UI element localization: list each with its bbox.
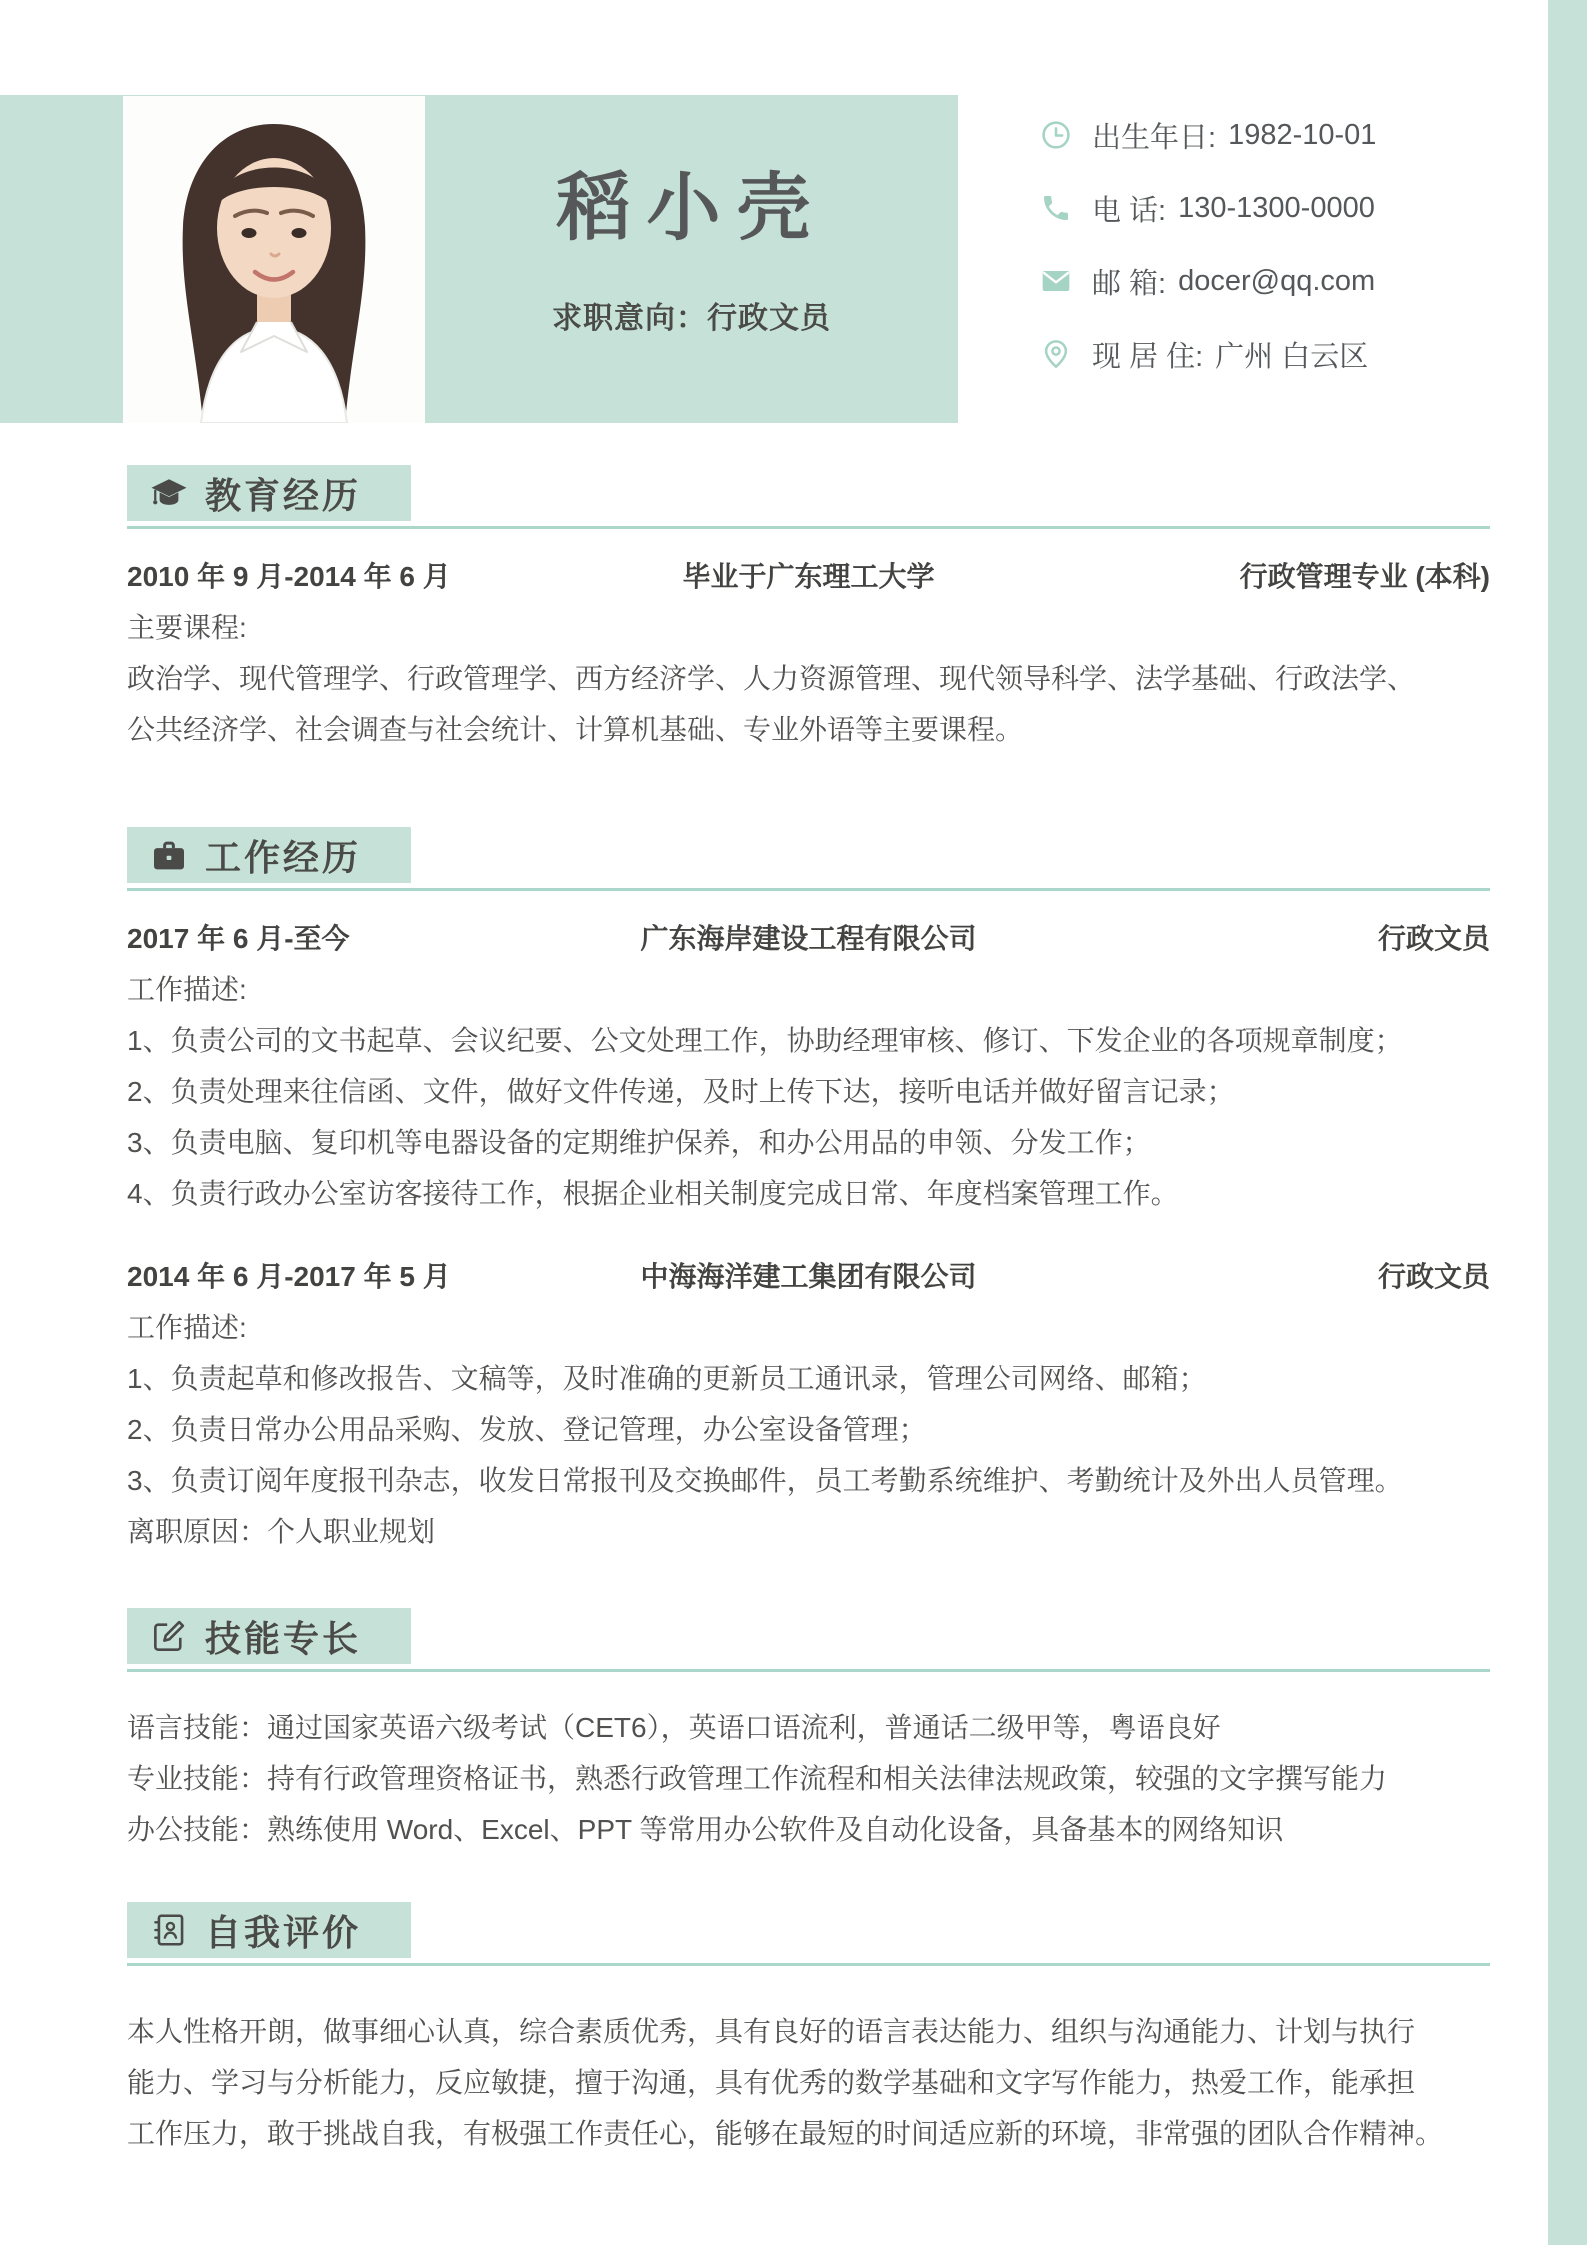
contact-list: [1040, 118, 1376, 371]
mail-icon: [1040, 265, 1072, 297]
section-evaluation: [127, 1902, 1490, 2159]
right-accent-strip: [1548, 0, 1587, 2245]
skill-line: 语言技能：通过国家英语六级考试（CET6），英语口语流利，普通话二级甲等，粤语良好: [127, 1712, 1221, 1743]
education-headline: [127, 551, 1490, 602]
profile-photo: [123, 96, 425, 423]
job-desc-item: 1、负责公司的文书起草、会议纪要、公文处理工作，协助经理审核、修订、下发企业的各项规章制度；: [127, 1025, 1403, 1056]
contact-value: 1982-10-01: [1228, 118, 1377, 151]
job-headline: [127, 913, 1490, 964]
resume-content: [127, 423, 1490, 2159]
job-entry: [127, 1251, 1490, 1557]
section-title-text: 工作经历: [205, 836, 362, 878]
section-title-text: 教育经历: [205, 474, 362, 516]
briefcase-icon: [149, 836, 189, 874]
evaluation-line: 工作压力，敢于挑战自我，有极强工作责任心，能够在最短的时间适应新的环境，非常强的团队合作精神。: [127, 2118, 1444, 2149]
section-divider: [127, 1963, 1490, 1966]
contact-value: 130-1300-0000: [1178, 191, 1375, 224]
section-title-text: 技能专长: [205, 1617, 362, 1659]
section-title-education: [127, 465, 411, 521]
job-period: 2014 年 6 月-2017 年 5 月: [127, 1261, 451, 1292]
evaluation-line: 能力、学习与分析能力，反应敏捷，擅于沟通，具有优秀的数学基础和文字写作能力，热爱工作，能承担: [127, 2067, 1416, 2098]
contact-row-phone: [1040, 191, 1376, 225]
clock-icon: [1040, 119, 1072, 151]
evaluation-body: [127, 2006, 1490, 2159]
name-block: [425, 95, 958, 423]
education-period: 2010 年 9 月-2014 年 6 月: [127, 561, 451, 592]
job-desc-item: 3、负责电脑、复印机等电器设备的定期维护保养，和办公用品的申领、分发工作；: [127, 1127, 1151, 1158]
skill-line: 办公技能：熟练使用 Word、Excel、PPT 等常用办公软件及自动化设备，具备基本的网络知识: [127, 1814, 1284, 1845]
job-desc-item: 2、负责日常办公用品采购、发放、登记管理，办公室设备管理；: [127, 1414, 927, 1445]
courses-label: 主要课程:: [127, 612, 247, 643]
candidate-name: 稻小壳: [556, 166, 827, 249]
section-title-text: 自我评价: [205, 1911, 362, 1953]
graduation-cap-icon: [149, 474, 189, 512]
contact-label: 邮 箱:: [1092, 267, 1167, 300]
edit-pen-icon: [149, 1617, 189, 1655]
section-skills: [127, 1608, 1490, 1855]
job-desc-item: 3、负责订阅年度报刊杂志，收发日常报刊及交换邮件，员工考勤系统维护、考勤统计及外出人员管理。: [127, 1465, 1403, 1496]
section-divider: [127, 526, 1490, 529]
section-title-skills: [127, 1608, 411, 1664]
job-leave-reason: 离职原因：个人职业规划: [127, 1516, 436, 1547]
section-divider: [127, 1669, 1490, 1672]
id-book-icon: [149, 1911, 189, 1949]
job-company: 广东海岸建设工程有限公司: [640, 923, 977, 954]
contact-row-address: [1040, 337, 1376, 371]
education-major: 行政管理专业 (本科): [1239, 561, 1490, 592]
job-period: 2017 年 6 月-至今: [127, 923, 350, 954]
education-entry: [127, 551, 1490, 755]
skill-line: 专业技能：持有行政管理资格证书，熟悉行政管理工作流程和相关法律法规政策，较强的文字撰写能力: [127, 1763, 1388, 1794]
section-title-evaluation: [127, 1902, 411, 1958]
job-company: 中海海洋建工集团有限公司: [640, 1261, 977, 1292]
education-school: 毕业于广东理工大学: [682, 561, 935, 592]
job-headline: [127, 1251, 1490, 1302]
job-role: 行政文员: [1377, 923, 1490, 954]
location-icon: [1040, 338, 1072, 370]
job-role: 行政文员: [1377, 1261, 1490, 1292]
courses-line: 政治学、现代管理学、行政管理学、西方经济学、人力资源管理、现代领导科学、法学基础、行政法学、: [127, 663, 1416, 694]
section-title-work: [127, 827, 411, 883]
courses-line: 公共经济学、社会调查与社会统计、计算机基础、专业外语等主要课程。: [127, 714, 1024, 745]
contact-label: 出生年日:: [1092, 121, 1217, 154]
section-divider: [127, 888, 1490, 891]
evaluation-line: 本人性格开朗，做事细心认真，综合素质优秀，具有良好的语言表达能力、组织与沟通能力、计划与执行: [127, 2016, 1416, 2047]
skills-body: [127, 1702, 1490, 1855]
section-work: [127, 827, 1490, 1557]
contact-value: docer@qq.com: [1178, 264, 1376, 297]
job-desc-label: 工作描述:: [127, 974, 247, 1005]
job-objective: 求职意向：行政文员: [552, 302, 831, 335]
job-desc-label: 工作描述:: [127, 1312, 247, 1343]
job-desc-item: 2、负责处理来往信函、文件，做好文件传递，及时上传下达，接听电话并做好留言记录；: [127, 1076, 1235, 1107]
contact-row-email: [1040, 264, 1376, 298]
job-entry: [127, 913, 1490, 1219]
contact-label: 现 居 住:: [1092, 340, 1204, 373]
contact-row-birth: [1040, 118, 1376, 152]
job-desc-item: 1、负责起草和修改报告、文稿等，及时准确的更新员工通讯录，管理公司网络、邮箱；: [127, 1363, 1207, 1394]
phone-icon: [1040, 192, 1072, 224]
contact-value: 广州 白云区: [1215, 340, 1369, 373]
section-education: [127, 465, 1490, 755]
job-desc-item: 4、负责行政办公室访客接待工作，根据企业相关制度完成日常、年度档案管理工作。: [127, 1178, 1179, 1209]
contact-label: 电 话:: [1092, 194, 1167, 227]
